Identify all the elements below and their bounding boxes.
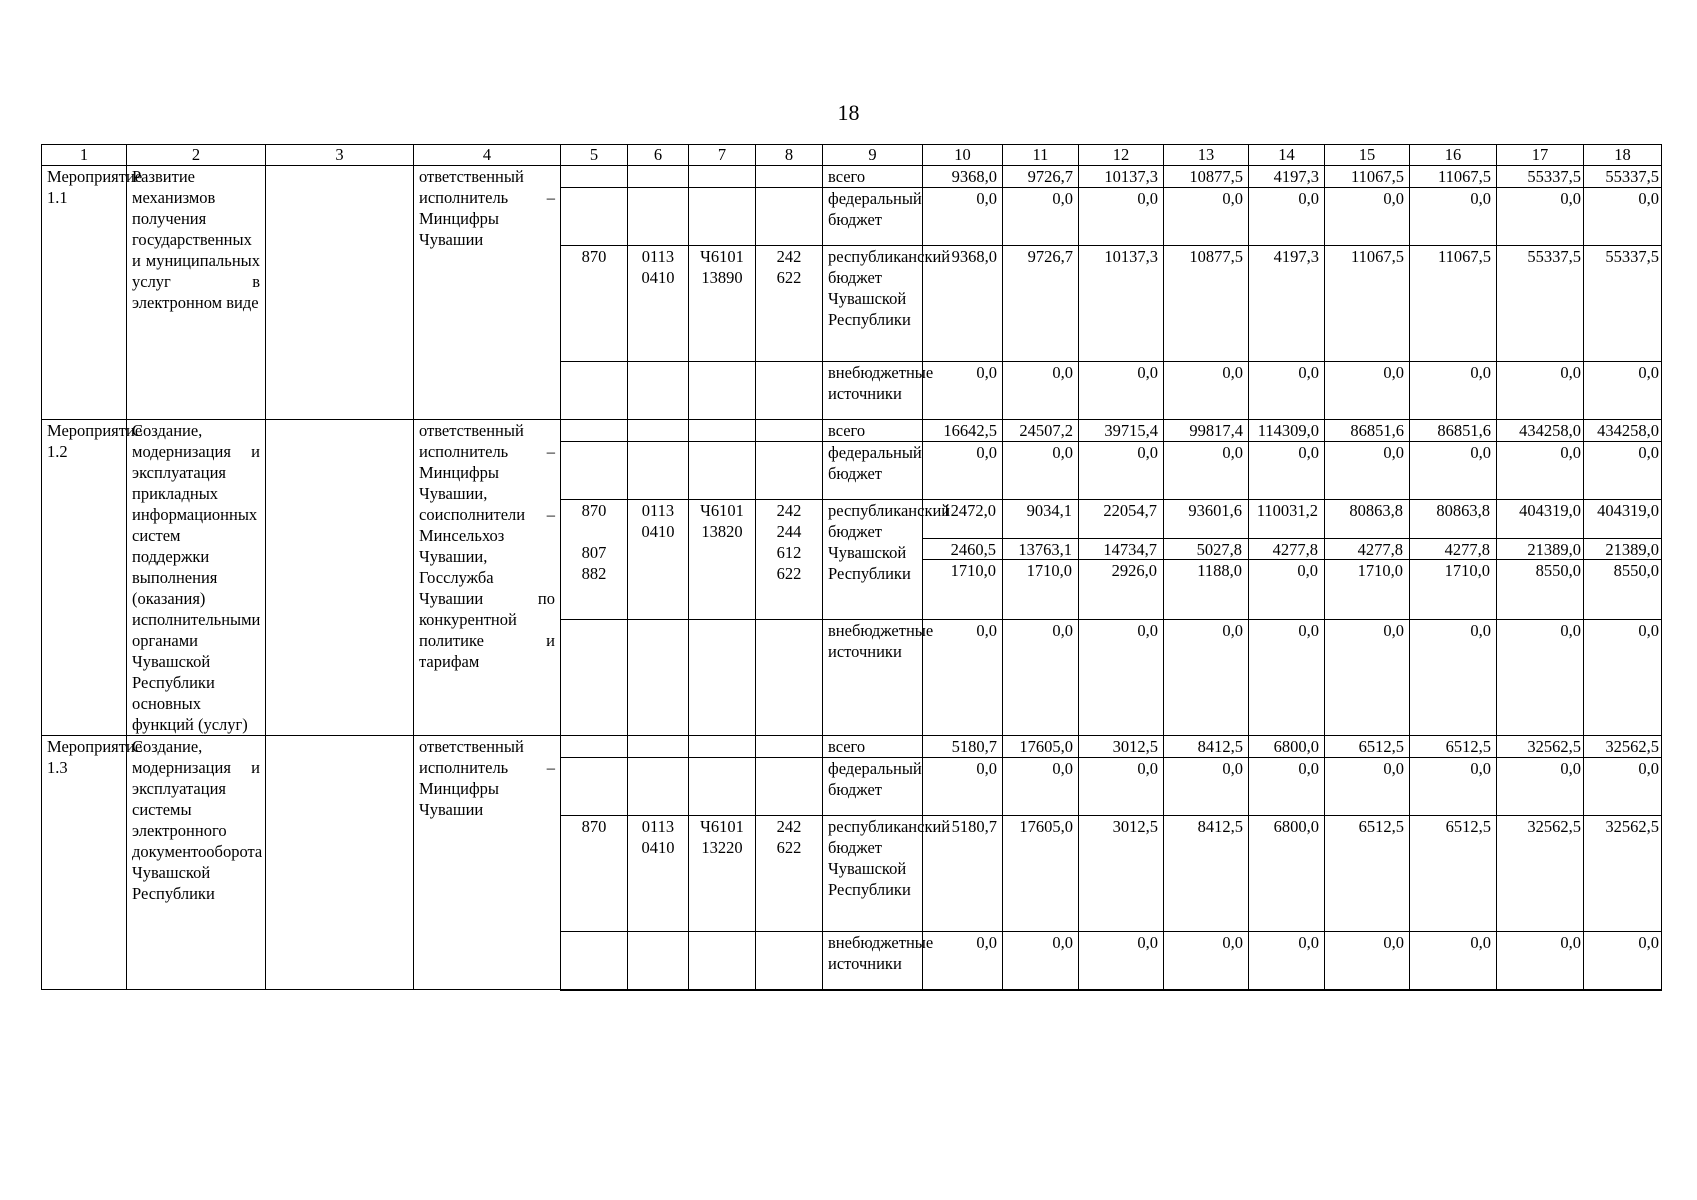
amount-subvalue: 404319,0 — [1597, 501, 1659, 521]
column-number-6: 6 — [628, 145, 689, 166]
amount-cell: 86851,6 — [1325, 420, 1410, 442]
amount-cell: 17605,0 — [1003, 816, 1079, 932]
measure-id: Мероприятие 1.1 — [42, 166, 127, 420]
amount-cell — [1164, 500, 1249, 619]
grbs-code: 870 — [561, 246, 628, 362]
amount-cell: 6512,5 — [1325, 736, 1410, 758]
amount-cell: 0,0 — [1164, 758, 1249, 816]
amount-subvalue: 21389,0 — [1584, 538, 1661, 559]
target-article-code: Ч6101 13820 — [689, 500, 756, 619]
measure-name: Создание, модернизация и эксплуатация системы электронного документооборота Чувашской Республики — [127, 736, 266, 990]
amount-cell: 0,0 — [1584, 619, 1662, 735]
expense-type-code — [756, 166, 823, 188]
amount-cell: 0,0 — [1325, 362, 1410, 420]
amount-cell: 32562,5 — [1584, 816, 1662, 932]
amount-cell: 0,0 — [1164, 362, 1249, 420]
section-code: 0113 0410 — [628, 246, 689, 362]
page-number: 18 — [837, 100, 860, 125]
section-code — [628, 758, 689, 816]
amount-cell: 0,0 — [1584, 442, 1662, 500]
amount-cell — [1249, 500, 1325, 619]
target-indicator-cell — [266, 420, 414, 736]
budget-table — [41, 144, 1662, 991]
amount-subvalue: 22054,7 — [1103, 501, 1157, 521]
amount-cell: 434258,0 — [1584, 420, 1662, 442]
amount-cell: 6512,5 — [1410, 736, 1497, 758]
target-article-code — [689, 932, 756, 990]
column-number-8: 8 — [756, 145, 823, 166]
amount-cell: 0,0 — [1410, 442, 1497, 500]
amount-subvalue: 21389,0 — [1497, 538, 1583, 559]
amount-subvalue: 1710,0 — [1003, 559, 1078, 618]
target-article-code — [689, 188, 756, 246]
column-number-5: 5 — [561, 145, 628, 166]
measure-id: Мероприятие 1.2 — [42, 420, 127, 736]
amount-cell: 0,0 — [923, 758, 1003, 816]
grbs-code — [561, 932, 628, 990]
funding-source: республиканский бюджет Чувашской Республики — [823, 816, 923, 932]
amount-subvalue: 2460,5 — [923, 538, 1002, 559]
column-number-13: 13 — [1164, 145, 1249, 166]
table-row — [42, 166, 1662, 188]
expense-type-code: 242 244 612 622 — [756, 500, 823, 619]
target-article-code — [689, 362, 756, 420]
amount-cell: 0,0 — [1079, 362, 1164, 420]
section-code — [628, 166, 689, 188]
amount-cell: 0,0 — [1497, 188, 1584, 246]
amount-cell: 9726,7 — [1003, 246, 1079, 362]
amount-cell: 0,0 — [1584, 188, 1662, 246]
amount-cell: 55337,5 — [1584, 246, 1662, 362]
amount-subvalue: 2926,0 — [1079, 559, 1163, 618]
amount-cell: 0,0 — [1410, 619, 1497, 735]
grbs-code: 870 — [561, 816, 628, 932]
funding-source: федеральный бюджет — [823, 442, 923, 500]
expense-type-code — [756, 736, 823, 758]
amount-cell — [1003, 500, 1079, 619]
grbs-code — [561, 166, 628, 188]
funding-source: федеральный бюджет — [823, 758, 923, 816]
amount-cell: 0,0 — [1249, 932, 1325, 990]
amount-subvalue: 8550,0 — [1497, 559, 1583, 618]
section-code — [628, 362, 689, 420]
column-number-11: 11 — [1003, 145, 1079, 166]
amount-cell: 0,0 — [1164, 619, 1249, 735]
amount-subvalue: 1188,0 — [1164, 559, 1248, 618]
grbs-code — [561, 758, 628, 816]
funding-source: федеральный бюджет — [823, 188, 923, 246]
amount-cell: 5180,7 — [923, 816, 1003, 932]
funding-source: внебюджетные источники — [823, 362, 923, 420]
amount-cell: 6512,5 — [1410, 816, 1497, 932]
section-code — [628, 188, 689, 246]
amount-subvalue: 4277,8 — [1249, 538, 1324, 559]
grbs-code — [561, 362, 628, 420]
amount-cell: 0,0 — [1410, 362, 1497, 420]
amount-cell: 39715,4 — [1079, 420, 1164, 442]
amount-cell — [1497, 500, 1584, 619]
amount-cell: 11067,5 — [1410, 246, 1497, 362]
amount-subvalue: 14734,7 — [1079, 538, 1163, 559]
amount-cell: 10137,3 — [1079, 246, 1164, 362]
grbs-code — [561, 188, 628, 246]
column-number-12: 12 — [1079, 145, 1164, 166]
column-number-10: 10 — [923, 145, 1003, 166]
amount-subvalue: 93601,6 — [1188, 501, 1242, 521]
amount-subvalue: 80863,8 — [1436, 501, 1490, 521]
amount-cell: 3012,5 — [1079, 816, 1164, 932]
amount-cell: 32562,5 — [1584, 736, 1662, 758]
amount-subvalue: 404319,0 — [1519, 501, 1581, 521]
amount-cell: 0,0 — [923, 362, 1003, 420]
expense-type-code — [756, 758, 823, 816]
table-body — [42, 145, 1662, 990]
amount-cell: 0,0 — [1164, 442, 1249, 500]
participants: ответственный исполнитель – Минцифры Чувашии — [414, 166, 561, 420]
amount-cell: 0,0 — [1325, 188, 1410, 246]
amount-cell: 32562,5 — [1497, 736, 1584, 758]
amount-cell: 0,0 — [1003, 758, 1079, 816]
amount-cell: 0,0 — [1497, 362, 1584, 420]
column-number-14: 14 — [1249, 145, 1325, 166]
amount-cell: 0,0 — [1249, 758, 1325, 816]
column-number-2: 2 — [127, 145, 266, 166]
measure-name: Создание, модернизация и эксплуатация прикладных информационных систем поддержки выполнения (оказания) исполнительными органами Чувашской Республики основных функций (услуг) — [127, 420, 266, 736]
amount-subvalue: 80863,8 — [1349, 501, 1403, 521]
amount-cell: 11067,5 — [1325, 246, 1410, 362]
funding-source: республиканский бюджет Чувашской Республики — [823, 500, 923, 619]
column-number-16: 16 — [1410, 145, 1497, 166]
amount-cell: 0,0 — [1003, 188, 1079, 246]
target-article-code — [689, 758, 756, 816]
amount-cell: 0,0 — [1003, 932, 1079, 990]
amount-cell: 9368,0 — [923, 166, 1003, 188]
table-row — [42, 420, 1662, 442]
amount-cell: 0,0 — [1003, 362, 1079, 420]
amount-cell: 0,0 — [923, 188, 1003, 246]
target-article-code — [689, 736, 756, 758]
column-number-9: 9 — [823, 145, 923, 166]
amount-cell: 0,0 — [1249, 442, 1325, 500]
amount-cell: 10877,5 — [1164, 166, 1249, 188]
target-article-code — [689, 166, 756, 188]
grbs-code — [561, 420, 628, 442]
amount-cell: 0,0 — [1249, 362, 1325, 420]
amount-cell: 4197,3 — [1249, 246, 1325, 362]
amount-subvalue: 8550,0 — [1584, 559, 1661, 618]
section-code — [628, 619, 689, 735]
amount-cell: 6800,0 — [1249, 736, 1325, 758]
amount-cell: 0,0 — [1497, 442, 1584, 500]
amount-cell: 16642,5 — [923, 420, 1003, 442]
section-code — [628, 442, 689, 500]
amount-cell: 0,0 — [1079, 442, 1164, 500]
target-indicator-cell — [266, 166, 414, 420]
amount-cell: 8412,5 — [1164, 816, 1249, 932]
amount-cell: 17605,0 — [1003, 736, 1079, 758]
target-article-code — [689, 619, 756, 735]
expense-type-code — [756, 619, 823, 735]
amount-subvalue: 9034,1 — [1026, 501, 1072, 521]
amount-cell: 10137,3 — [1079, 166, 1164, 188]
amount-cell: 0,0 — [923, 932, 1003, 990]
column-number-18: 18 — [1584, 145, 1662, 166]
amount-cell: 0,0 — [1079, 619, 1164, 735]
expense-type-code: 242 622 — [756, 246, 823, 362]
amount-subvalue: 5027,8 — [1164, 538, 1248, 559]
amount-cell: 0,0 — [1497, 758, 1584, 816]
expense-type-code — [756, 420, 823, 442]
column-number-3: 3 — [266, 145, 414, 166]
amount-cell: 4197,3 — [1249, 166, 1325, 188]
amount-cell: 0,0 — [1003, 619, 1079, 735]
grbs-code: 870 807 882 — [561, 500, 628, 619]
amount-cell: 86851,6 — [1410, 420, 1497, 442]
expense-type-code — [756, 188, 823, 246]
amount-cell: 0,0 — [1079, 932, 1164, 990]
amount-cell: 11067,5 — [1325, 166, 1410, 188]
participants: ответственный исполнитель – Минцифры Чувашии, соисполнители – Минсельхоз Чувашии, Госслужба Чувашии по конкурентной политике и тарифам — [414, 420, 561, 736]
amount-subvalue: 110031,2 — [1256, 501, 1318, 521]
amount-subvalue: 1710,0 — [1325, 559, 1409, 618]
amount-cell: 0,0 — [1003, 442, 1079, 500]
column-number-1: 1 — [42, 145, 127, 166]
target-article-code: Ч6101 13890 — [689, 246, 756, 362]
amount-cell: 5180,7 — [923, 736, 1003, 758]
amount-cell — [1410, 500, 1497, 619]
amount-cell: 55337,5 — [1497, 246, 1584, 362]
participants: ответственный исполнитель – Минцифры Чувашии — [414, 736, 561, 990]
amount-cell: 0,0 — [923, 442, 1003, 500]
expense-type-code — [756, 442, 823, 500]
amount-cell: 0,0 — [1497, 619, 1584, 735]
amount-subvalue: 13763,1 — [1003, 538, 1078, 559]
funding-source: всего — [823, 166, 923, 188]
section-code: 0113 0410 — [628, 816, 689, 932]
amount-subvalue: 0,0 — [1249, 559, 1324, 618]
amount-cell: 10877,5 — [1164, 246, 1249, 362]
amount-cell: 0,0 — [1164, 188, 1249, 246]
amount-cell: 0,0 — [1410, 932, 1497, 990]
amount-subvalue: 4277,8 — [1410, 538, 1496, 559]
amount-cell: 0,0 — [923, 619, 1003, 735]
amount-cell: 434258,0 — [1497, 420, 1584, 442]
amount-cell: 0,0 — [1249, 619, 1325, 735]
target-article-code — [689, 420, 756, 442]
amount-cell: 0,0 — [1325, 619, 1410, 735]
funding-source: всего — [823, 420, 923, 442]
amount-cell: 55337,5 — [1497, 166, 1584, 188]
expense-type-code: 242 622 — [756, 816, 823, 932]
amount-cell — [1584, 500, 1662, 619]
column-number-15: 15 — [1325, 145, 1410, 166]
amount-subvalue: 4277,8 — [1325, 538, 1409, 559]
target-article-code — [689, 442, 756, 500]
measure-id: Мероприятие 1.3 — [42, 736, 127, 990]
amount-cell: 0,0 — [1497, 932, 1584, 990]
amount-cell — [1325, 500, 1410, 619]
grbs-code — [561, 736, 628, 758]
section-code — [628, 420, 689, 442]
amount-cell: 0,0 — [1584, 758, 1662, 816]
expense-type-code — [756, 932, 823, 990]
amount-cell: 0,0 — [1584, 932, 1662, 990]
amount-cell: 0,0 — [1079, 758, 1164, 816]
target-indicator-cell — [266, 736, 414, 990]
funding-source: внебюджетные источники — [823, 619, 923, 735]
column-number-row — [42, 145, 1662, 166]
grbs-code — [561, 619, 628, 735]
section-code: 0113 0410 — [628, 500, 689, 619]
amount-subvalue: 1710,0 — [1410, 559, 1496, 618]
amount-cell: 11067,5 — [1410, 166, 1497, 188]
amount-cell: 24507,2 — [1003, 420, 1079, 442]
amount-cell: 55337,5 — [1584, 166, 1662, 188]
amount-cell: 6512,5 — [1325, 816, 1410, 932]
amount-subvalue: 12472,0 — [942, 501, 996, 521]
amount-cell: 0,0 — [1410, 758, 1497, 816]
column-number-4: 4 — [414, 145, 561, 166]
expense-type-code — [756, 362, 823, 420]
measure-name: Развитие механизмов получения государственных и муниципальных услуг в электронном виде — [127, 166, 266, 420]
amount-cell: 9726,7 — [1003, 166, 1079, 188]
table-row — [42, 736, 1662, 758]
amount-cell: 0,0 — [1164, 932, 1249, 990]
amount-cell: 0,0 — [1325, 758, 1410, 816]
section-code — [628, 932, 689, 990]
section-code — [628, 736, 689, 758]
amount-cell: 8412,5 — [1164, 736, 1249, 758]
amount-cell: 99817,4 — [1164, 420, 1249, 442]
amount-cell: 0,0 — [1249, 188, 1325, 246]
amount-cell: 0,0 — [1325, 932, 1410, 990]
amount-cell: 0,0 — [1410, 188, 1497, 246]
amount-cell: 0,0 — [1079, 188, 1164, 246]
amount-cell: 0,0 — [1325, 442, 1410, 500]
column-number-17: 17 — [1497, 145, 1584, 166]
funding-source: всего — [823, 736, 923, 758]
amount-cell: 6800,0 — [1249, 816, 1325, 932]
funding-source: республиканский бюджет Чувашской Республики — [823, 246, 923, 362]
amount-cell: 114309,0 — [1249, 420, 1325, 442]
funding-source: внебюджетные источники — [823, 932, 923, 990]
amount-cell: 32562,5 — [1497, 816, 1584, 932]
column-number-7: 7 — [689, 145, 756, 166]
target-article-code: Ч6101 13220 — [689, 816, 756, 932]
amount-cell — [1079, 500, 1164, 619]
amount-cell: 3012,5 — [1079, 736, 1164, 758]
amount-cell: 9368,0 — [923, 246, 1003, 362]
amount-cell: 0,0 — [1584, 362, 1662, 420]
amount-subvalue: 1710,0 — [923, 559, 1002, 618]
grbs-code — [561, 442, 628, 500]
